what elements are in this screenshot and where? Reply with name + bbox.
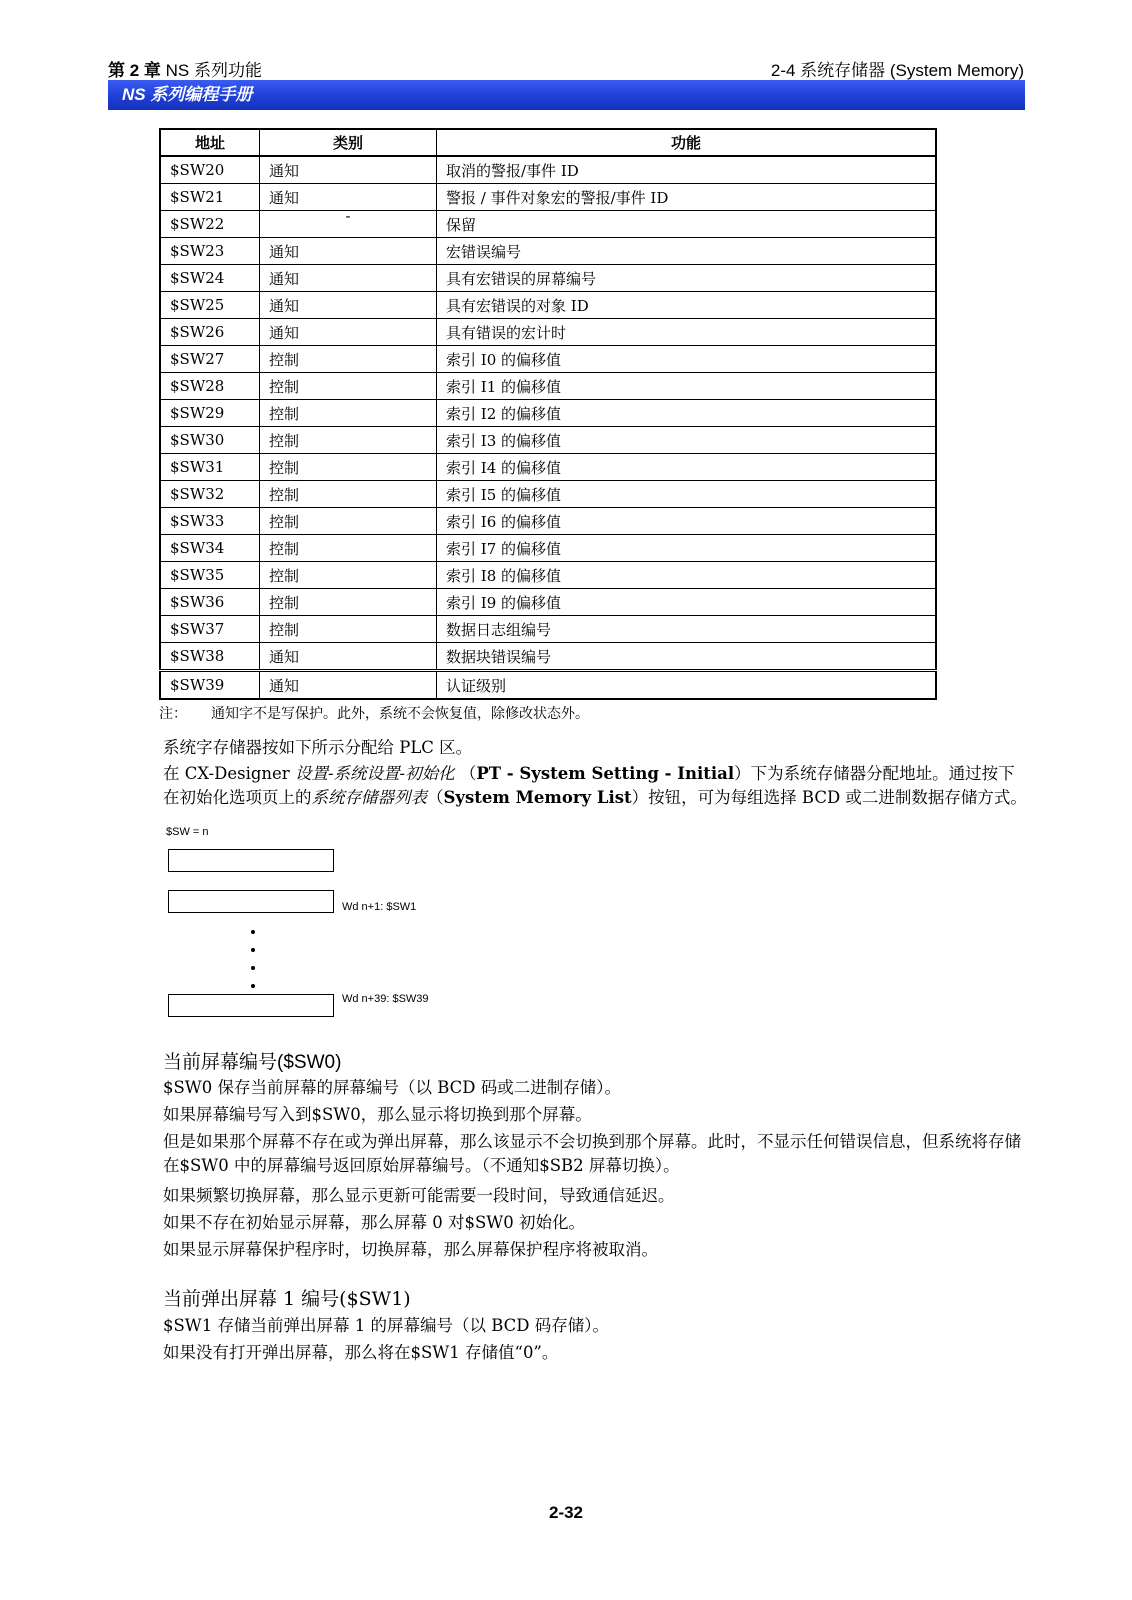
text-run: （ <box>427 788 444 807</box>
cell-category: 通知 <box>260 671 437 700</box>
cell-category: 控制 <box>260 589 437 616</box>
alloc-description <box>163 762 1029 810</box>
sw0-line: $SW0 保存当前屏幕的屏幕编号（以 BCD 码或二进制存储）。 <box>163 1078 622 1097</box>
cell-function: 具有宏错误的屏幕编号 <box>437 265 937 292</box>
cell-function: 数据日志组编号 <box>437 616 937 643</box>
table-row <box>160 319 936 346</box>
sw0-line: 如果显示屏幕保护程序时，切换屏幕，那么屏幕保护程序将被取消。 <box>163 1240 658 1259</box>
chapter-title: NS 系列功能 <box>165 61 262 80</box>
sw0-line: 如果屏幕编号写入到$SW0，那么显示将切换到那个屏幕。 <box>163 1105 592 1124</box>
cell-category: 通知 <box>260 292 437 319</box>
section-header: 2-4 系统存储器 (System Memory) <box>770 61 1024 80</box>
table-row <box>160 616 936 643</box>
ellipsis-dot <box>251 930 255 934</box>
text-run: ）按钮，可为每组选择 BCD 或二进制数据存储方式。 <box>631 788 1027 807</box>
cell-address: $SW22 <box>160 211 260 238</box>
cell-category: 控制 <box>260 400 437 427</box>
note-text: 通知字不是写保护。此外，系统不会恢复值，除修改状态外。 <box>211 706 589 722</box>
memory-word-box-n39 <box>168 994 334 1017</box>
diagram-label-sw1: Wd n+1: $SW1 <box>342 901 417 913</box>
cell-function: 索引 I9 的偏移值 <box>437 589 937 616</box>
table-row <box>160 671 936 700</box>
cell-address: $SW21 <box>160 184 260 211</box>
memory-word-box-n1 <box>168 890 334 913</box>
table-row <box>160 562 936 589</box>
cell-address: $SW39 <box>160 671 260 700</box>
table-row <box>160 427 936 454</box>
button-name-text: 系统存储器列表 <box>311 788 427 807</box>
table-row <box>160 535 936 562</box>
section-title-sw0: 当前屏幕编号($SW0) <box>163 1052 342 1073</box>
diagram-base-label: $SW = n <box>166 826 209 838</box>
ellipsis-dot <box>251 966 255 970</box>
cell-category: 控制 <box>260 562 437 589</box>
table-row <box>160 454 936 481</box>
chapter-prefix: 第 2 章 <box>108 61 161 80</box>
cell-address: $SW23 <box>160 238 260 265</box>
cell-function: 认证级别 <box>437 671 937 700</box>
page-number: 2-32 <box>548 1503 584 1522</box>
sw0-line: 但是如果那个屏幕不存在或为弹出屏幕，那么该显示不会切换到那个屏幕。此时，不显示任何错误信息，但系统将存储在$SW0 中的屏幕编号返回原始屏幕编号。（不通知$SB2 屏幕切换）。 <box>163 1132 1021 1175</box>
table-row <box>160 589 936 616</box>
sw0-line: 如果频繁切换屏幕，那么显示更新可能需要一段时间，导致通信延迟。 <box>163 1186 675 1205</box>
cell-category: 控制 <box>260 373 437 400</box>
table-row <box>160 400 936 427</box>
cell-address: $SW38 <box>160 643 260 671</box>
memory-word-box-n <box>168 849 334 872</box>
table-row <box>160 292 936 319</box>
table-row <box>160 265 936 292</box>
sw1-line: 如果没有打开弹出屏幕，那么将在$SW1 存储值“0”。 <box>163 1343 559 1362</box>
sw1-line: $SW1 存储当前弹出屏幕 1 的屏幕编号（以 BCD 码存储）。 <box>163 1316 610 1335</box>
cell-category: 通知 <box>260 643 437 671</box>
menu-path-text: 设置-系统设置-初始化 <box>294 764 455 783</box>
cell-category: - <box>260 211 437 238</box>
alloc-intro: 系统字存储器按如下所示分配给 PLC 区。 <box>163 738 473 757</box>
cell-category: 控制 <box>260 346 437 373</box>
cell-function: 宏错误编号 <box>437 238 937 265</box>
cell-address: $SW33 <box>160 508 260 535</box>
cell-category: 控制 <box>260 427 437 454</box>
cell-category: 控制 <box>260 481 437 508</box>
cell-category: 通知 <box>260 319 437 346</box>
text-run: （ <box>454 764 477 783</box>
diagram-label-sw39: Wd n+39: $SW39 <box>342 993 429 1005</box>
table-header-row <box>160 129 936 156</box>
table-row <box>160 211 936 238</box>
table-row <box>160 184 936 211</box>
cell-function: 索引 I7 的偏移值 <box>437 535 937 562</box>
cell-function: 索引 I2 的偏移值 <box>437 400 937 427</box>
note-label: 注： <box>159 706 187 722</box>
cell-address: $SW32 <box>160 481 260 508</box>
cell-address: $SW27 <box>160 346 260 373</box>
cell-address: $SW34 <box>160 535 260 562</box>
system-memory-table <box>159 128 937 700</box>
cell-function: 具有宏错误的对象 ID <box>437 292 937 319</box>
cell-category: 控制 <box>260 616 437 643</box>
text-run: ）下为系统存储器分配地址。通过按下在初始化选项页上的 <box>163 764 1015 807</box>
cell-category: 控制 <box>260 454 437 481</box>
cell-function: 索引 I0 的偏移值 <box>437 346 937 373</box>
manual-banner: NS 系列编程手册 <box>108 80 1025 110</box>
cell-function: 索引 I8 的偏移值 <box>437 562 937 589</box>
cell-category: 通知 <box>260 238 437 265</box>
table-row <box>160 373 936 400</box>
cell-function: 索引 I5 的偏移值 <box>437 481 937 508</box>
cell-function: 警报 / 事件对象宏的警报/事件 ID <box>437 184 937 211</box>
cell-function: 索引 I6 的偏移值 <box>437 508 937 535</box>
cell-address: $SW24 <box>160 265 260 292</box>
cell-address: $SW26 <box>160 319 260 346</box>
cell-category: 通知 <box>260 156 437 184</box>
menu-path-english: PT - System Setting - Initial <box>476 764 735 783</box>
cell-address: $SW29 <box>160 400 260 427</box>
table-note <box>159 703 589 723</box>
sw0-line: 如果不存在初始显示屏幕，那么屏幕 0 对$SW0 初始化。 <box>163 1213 585 1232</box>
cell-address: $SW30 <box>160 427 260 454</box>
cell-address: $SW36 <box>160 589 260 616</box>
header-category: 类别 <box>260 129 437 156</box>
section-title-sw1: 当前弹出屏幕 1 编号($SW1) <box>163 1288 411 1310</box>
header-address: 地址 <box>160 129 260 156</box>
cell-function: 数据块错误编号 <box>437 643 937 671</box>
ellipsis-dot <box>251 984 255 988</box>
cell-function: 索引 I3 的偏移值 <box>437 427 937 454</box>
cell-function: 保留 <box>437 211 937 238</box>
header-function: 功能 <box>437 129 937 156</box>
cell-category: 控制 <box>260 508 437 535</box>
cell-address: $SW28 <box>160 373 260 400</box>
text-run: 在 CX-Designer <box>163 764 295 783</box>
cell-category: 通知 <box>260 265 437 292</box>
cell-function: 取消的警报/事件 ID <box>437 156 937 184</box>
button-name-english: System Memory List <box>443 788 632 807</box>
table-row <box>160 481 936 508</box>
cell-function: 索引 I1 的偏移值 <box>437 373 937 400</box>
cell-address: $SW25 <box>160 292 260 319</box>
cell-address: $SW35 <box>160 562 260 589</box>
table-row <box>160 643 936 671</box>
cell-address: $SW31 <box>160 454 260 481</box>
cell-address: $SW37 <box>160 616 260 643</box>
table-row <box>160 238 936 265</box>
cell-address: $SW20 <box>160 156 260 184</box>
cell-category: 控制 <box>260 535 437 562</box>
table-row <box>160 346 936 373</box>
ellipsis-dot <box>251 948 255 952</box>
cell-function: 具有错误的宏计时 <box>437 319 937 346</box>
table-row <box>160 156 936 184</box>
cell-function: 索引 I4 的偏移值 <box>437 454 937 481</box>
table-row <box>160 508 936 535</box>
cell-category: 通知 <box>260 184 437 211</box>
chapter-header <box>108 56 262 81</box>
